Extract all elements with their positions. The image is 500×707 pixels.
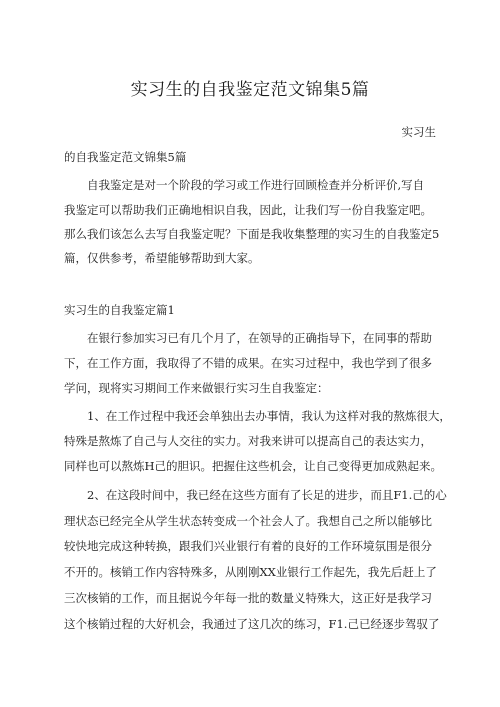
text-line: 较快地完成这种转换，跟我们兴业银行有着的良好的工作环境氛围是很分 — [64, 539, 432, 553]
text-line: 理状态已经完全从学生状态转变成一个社会人了。我想自己之所以能够比 — [64, 514, 432, 528]
text-line: 同样也可以熬炼H己的胆识。把握住这些机会，让自己变得更加成熟起来。 — [64, 459, 443, 473]
text-line: 三次核销的工作，而且据说今年每一批的数量义特殊大，这正好是我学习 — [64, 591, 432, 605]
text-line: 下，在工作方面，我取得了不错的成果。在实习过程中，我也学到了很多 — [64, 356, 432, 370]
text-line: 在银行参加实习已有几个月了，在领导的正确指导下，在同事的帮助 — [87, 331, 432, 345]
header-right-label: 实习生 — [401, 125, 436, 139]
text-line: 的自我鉴定范文锦集5篇 — [64, 150, 187, 164]
text-line: 那么我们该怎么去写自我鉴定呢？下面是我收集整理的实习生的自我鉴定5 — [64, 227, 440, 241]
text-line: 我鉴定可以帮助我们正确地相识自我，因此，让我们写一份自我鉴定吧。 — [64, 203, 432, 217]
text-line: 特殊是熬炼了自己与人交往的实力。对我来讲可以提高自己的表达实力， — [64, 434, 432, 448]
text-line: 1、在工作过程中我还会单独出去办事情，我认为这样对我的熬炼很大， — [87, 409, 451, 423]
text-line: 这个核销过程的大好机会，我通过了这几次的练习，F1.己已经逐步驾驭了 — [64, 617, 440, 631]
text-line: 不开的。核销工作内容特殊多，从刚刚XX业银行工作起先，我先后赶上了 — [64, 565, 437, 579]
section-heading: 实习生的自我鉴定篇1 — [64, 303, 175, 317]
text-line: 2、在这段时间中，我已经在这些方面有了长足的进步，而且F1.己的心 — [87, 488, 447, 502]
text-line: 自我鉴定是对一个阶段的学习或工作进行回顾检查并分析评价,写自 — [87, 178, 425, 192]
text-line: 篇，仅供参考，希望能够帮助到大家。 — [64, 251, 260, 265]
text-line: 学问，现将实习期间工作来做银行实习生自我鉴定： — [64, 381, 329, 395]
document-title: 实习生的自我鉴定范文锦集5篇 — [130, 80, 370, 100]
